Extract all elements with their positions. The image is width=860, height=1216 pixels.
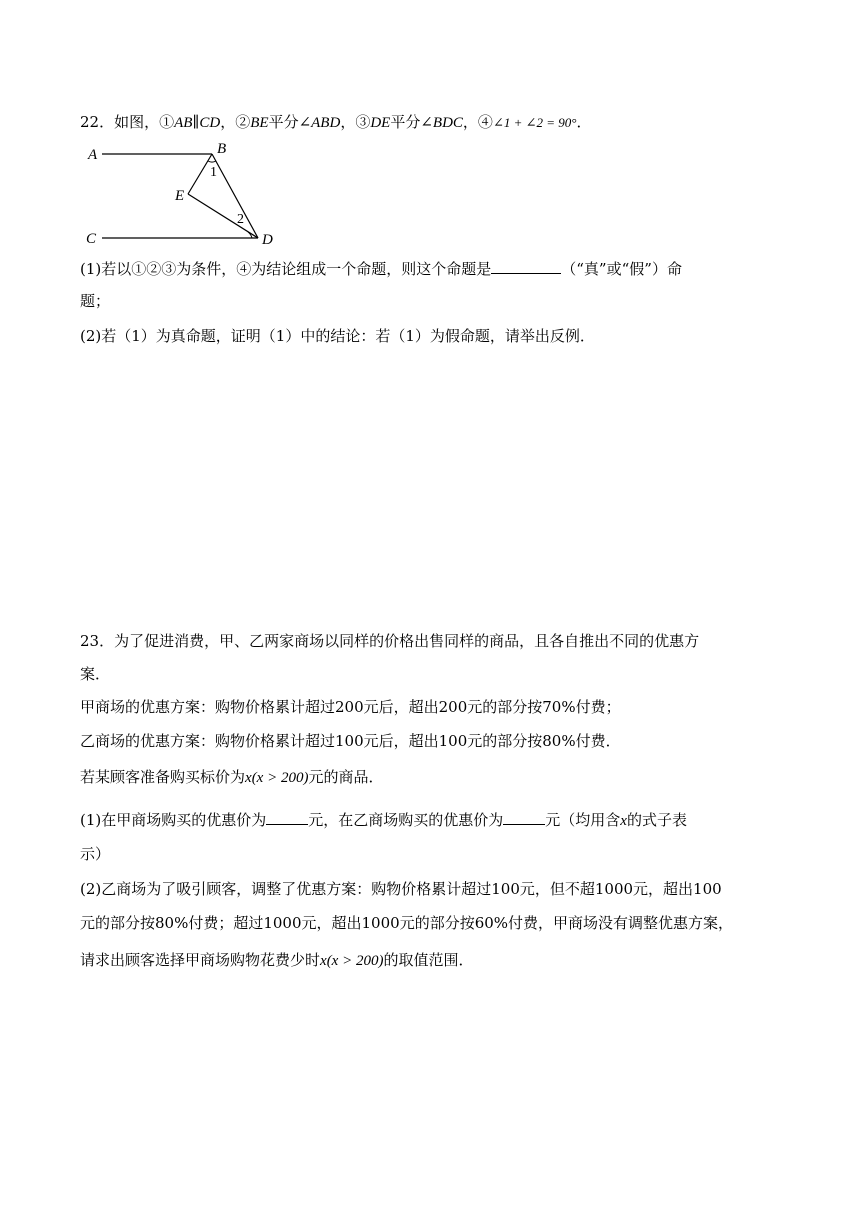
condition-1-expr: AB∥CD: [174, 115, 221, 131]
label-e: E: [175, 188, 185, 204]
q23-part1-line2: 示）: [80, 845, 111, 863]
x-range: (x > 200): [326, 953, 384, 969]
condition-1-mark: ①: [159, 113, 175, 131]
angle-1-label: 1: [210, 165, 217, 180]
condition-3-expr: DE: [370, 115, 391, 131]
condition-2-expr: BE: [250, 115, 269, 131]
q23-part2-text: 请求出顾客选择甲商场购物花费少时: [80, 951, 321, 969]
condition-2-mark: ，②: [220, 113, 251, 131]
condition-4-expr: ∠1 + ∠2 = 90°: [492, 115, 577, 130]
q23-part1-text-a: (1)在甲商场购买的优惠价为: [80, 811, 267, 829]
condition-3-mark: ，③: [340, 113, 371, 131]
segment-de: [188, 194, 258, 238]
q22-number: 22．: [80, 113, 115, 131]
q23-part1-line1: [80, 810, 687, 831]
q22-part1-text: (1)若以①②③为条件，④为结论组成一个命题，则这个命题是: [80, 260, 492, 278]
q23-part2-end: 的取值范围．: [383, 951, 474, 969]
q23-plan-a: 甲商场的优惠方案：购物价格累计超过200元后，超出200元的部分按70%付费；: [80, 698, 621, 716]
q22-part2: (2)若（1）为真命题，证明（1）中的结论：若（1）为假命题，请举出反例．: [80, 327, 595, 345]
q23-part2-line3: [80, 950, 473, 971]
q23-part1-text-c: 元（均用含: [545, 811, 621, 829]
segment-bd: [212, 154, 258, 238]
label-d: D: [262, 232, 273, 248]
q22-part1-line2: 题；: [80, 292, 111, 310]
condition-3-text: 平分: [390, 113, 421, 131]
angle-1-arc: [208, 161, 216, 162]
q22-part1-hint: （“真”或“假”）命: [561, 260, 682, 278]
condition-2-angle: ∠ABD: [298, 115, 341, 131]
q23-condition-text: 若某顾客准备购买标价为: [80, 768, 246, 786]
geometry-figure: [82, 138, 282, 250]
label-c: C: [86, 231, 97, 247]
q23-plan-b: 乙商场的优惠方案：购物价格累计超过100元后，超出100元的部分按80%付费．: [80, 732, 621, 750]
q23-condition-end: 元的商品．: [308, 768, 384, 786]
q22-stem-end: ．: [576, 113, 592, 131]
answer-blank[interactable]: [491, 259, 561, 274]
x-range: (x > 200): [251, 770, 309, 786]
answer-blank-a[interactable]: [266, 810, 308, 825]
var-x: x: [320, 953, 327, 969]
answer-blank-b[interactable]: [503, 810, 545, 825]
q23-condition: [80, 767, 383, 788]
q23-part2-line1: (2)乙商场为了吸引顾客，调整了优惠方案：购物价格累计超过100元，但不超1000元，超出100: [80, 880, 722, 898]
q23-stem-line2: 案．: [80, 665, 111, 683]
var-x: x: [620, 813, 627, 829]
q23-stem-line1: 23．为了促进消费，甲、乙两家商场以同样的价格出售同样的商品，且各自推出不同的优惠方: [80, 632, 700, 650]
condition-2-text: 平分: [268, 113, 299, 131]
var-x: x: [245, 770, 252, 786]
segment-be: [188, 154, 212, 194]
label-b: B: [217, 141, 227, 157]
q22-stem: [80, 112, 591, 133]
q22-intro: 如图，: [114, 113, 160, 131]
q23-part1-text-d: 的式子表: [626, 811, 687, 829]
angle-2-label: 2: [237, 212, 244, 227]
q22-part1-line1: [80, 259, 682, 279]
q23-part1-text-b: 元，在乙商场购买的优惠价为: [308, 811, 504, 829]
q23-part2-line2: 元的部分按80%付费；超过1000元，超出1000元的部分按60%付费，甲商场没有调整优惠方案，: [80, 914, 734, 932]
condition-4-mark: ，④: [462, 113, 493, 131]
condition-3-angle: ∠BDC: [420, 115, 463, 131]
label-a: A: [88, 147, 98, 163]
